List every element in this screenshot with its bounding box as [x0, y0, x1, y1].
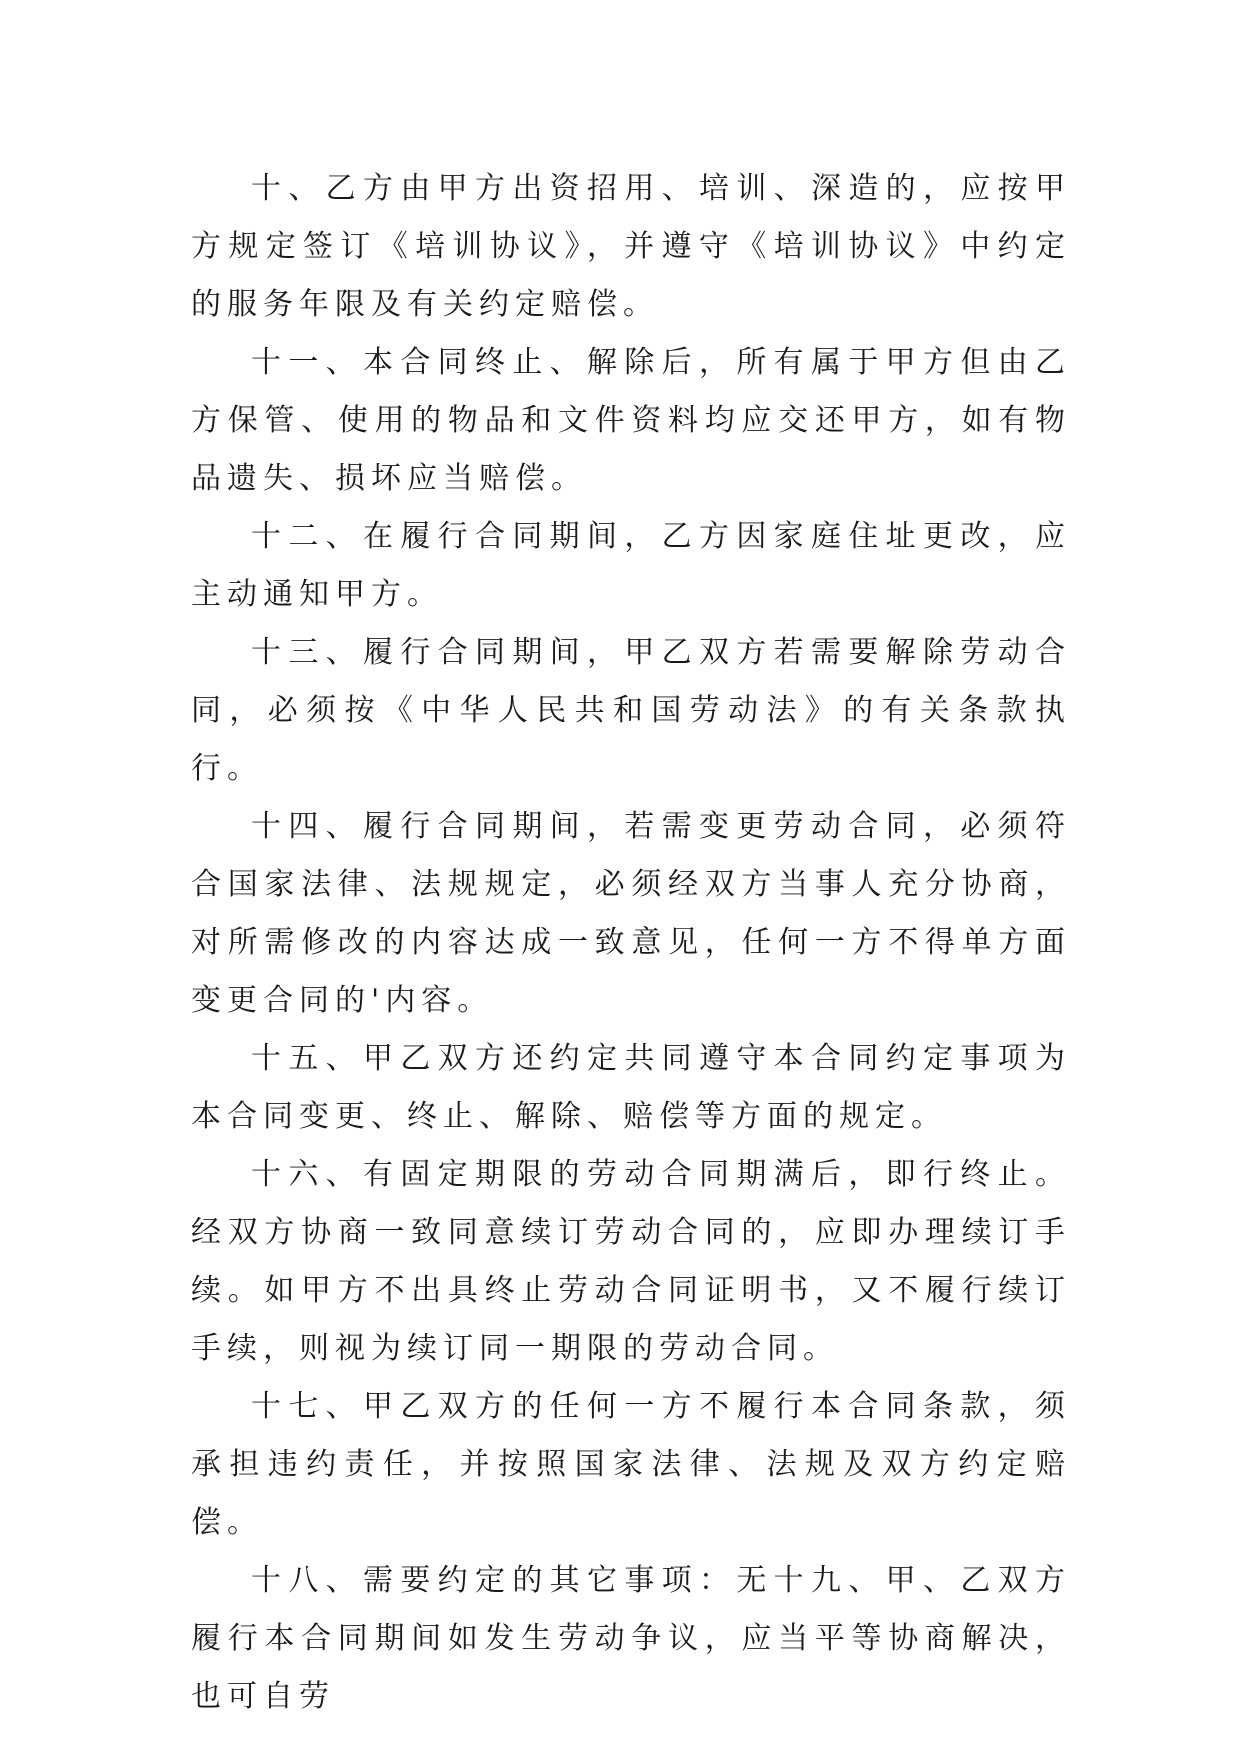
clause-18-19: 十八、需要约定的其它事项：无十九、甲、乙双方履行本合同期间如发生劳动争议，应当平等协商解决，也可自劳: [191, 1563, 1071, 1714]
clause-14: 十四、履行合同期间，若需变更劳动合同，必须符合国家法律、法规规定，必须经双方当事人充分协商，对所需修改的内容达成一致意见，任何一方不得单方面变更合同的'内容。: [191, 809, 1071, 1018]
clause-15: 十五、甲乙双方还约定共同遵守本合同约定事项为本合同变更、终止、解除、赔偿等方面的规定。: [191, 1041, 1071, 1134]
clause-12: 十二、在履行合同期间，乙方因家庭住址更改，应主动通知甲方。: [191, 519, 1071, 612]
clause-16: 十六、有固定期限的劳动合同期满后，即行终止。经双方协商一致同意续订劳动合同的，应即办理续订手续。如甲方不出具终止劳动合同证明书，又不履行续订手续，则视为续订同一期限的劳动合同。: [191, 1157, 1071, 1366]
clause-17: 十七、甲乙双方的任何一方不履行本合同条款，须承担违约责任，并按照国家法律、法规及双方约定赔偿。: [191, 1389, 1071, 1540]
clause-11: 十一、本合同终止、解除后，所有属于甲方但由乙方保管、使用的物品和文件资料均应交还甲方，如有物品遗失、损坏应当赔偿。: [191, 345, 1071, 496]
clause-13: 十三、履行合同期间，甲乙双方若需要解除劳动合同，必须按《中华人民共和国劳动法》的有关条款执行。: [191, 635, 1071, 786]
clause-10: 十、乙方由甲方出资招用、培训、深造的，应按甲方规定签订《培训协议》，并遵守《培训协议》中约定的服务年限及有关约定赔偿。: [191, 171, 1071, 322]
document-body: [191, 160, 1071, 1726]
